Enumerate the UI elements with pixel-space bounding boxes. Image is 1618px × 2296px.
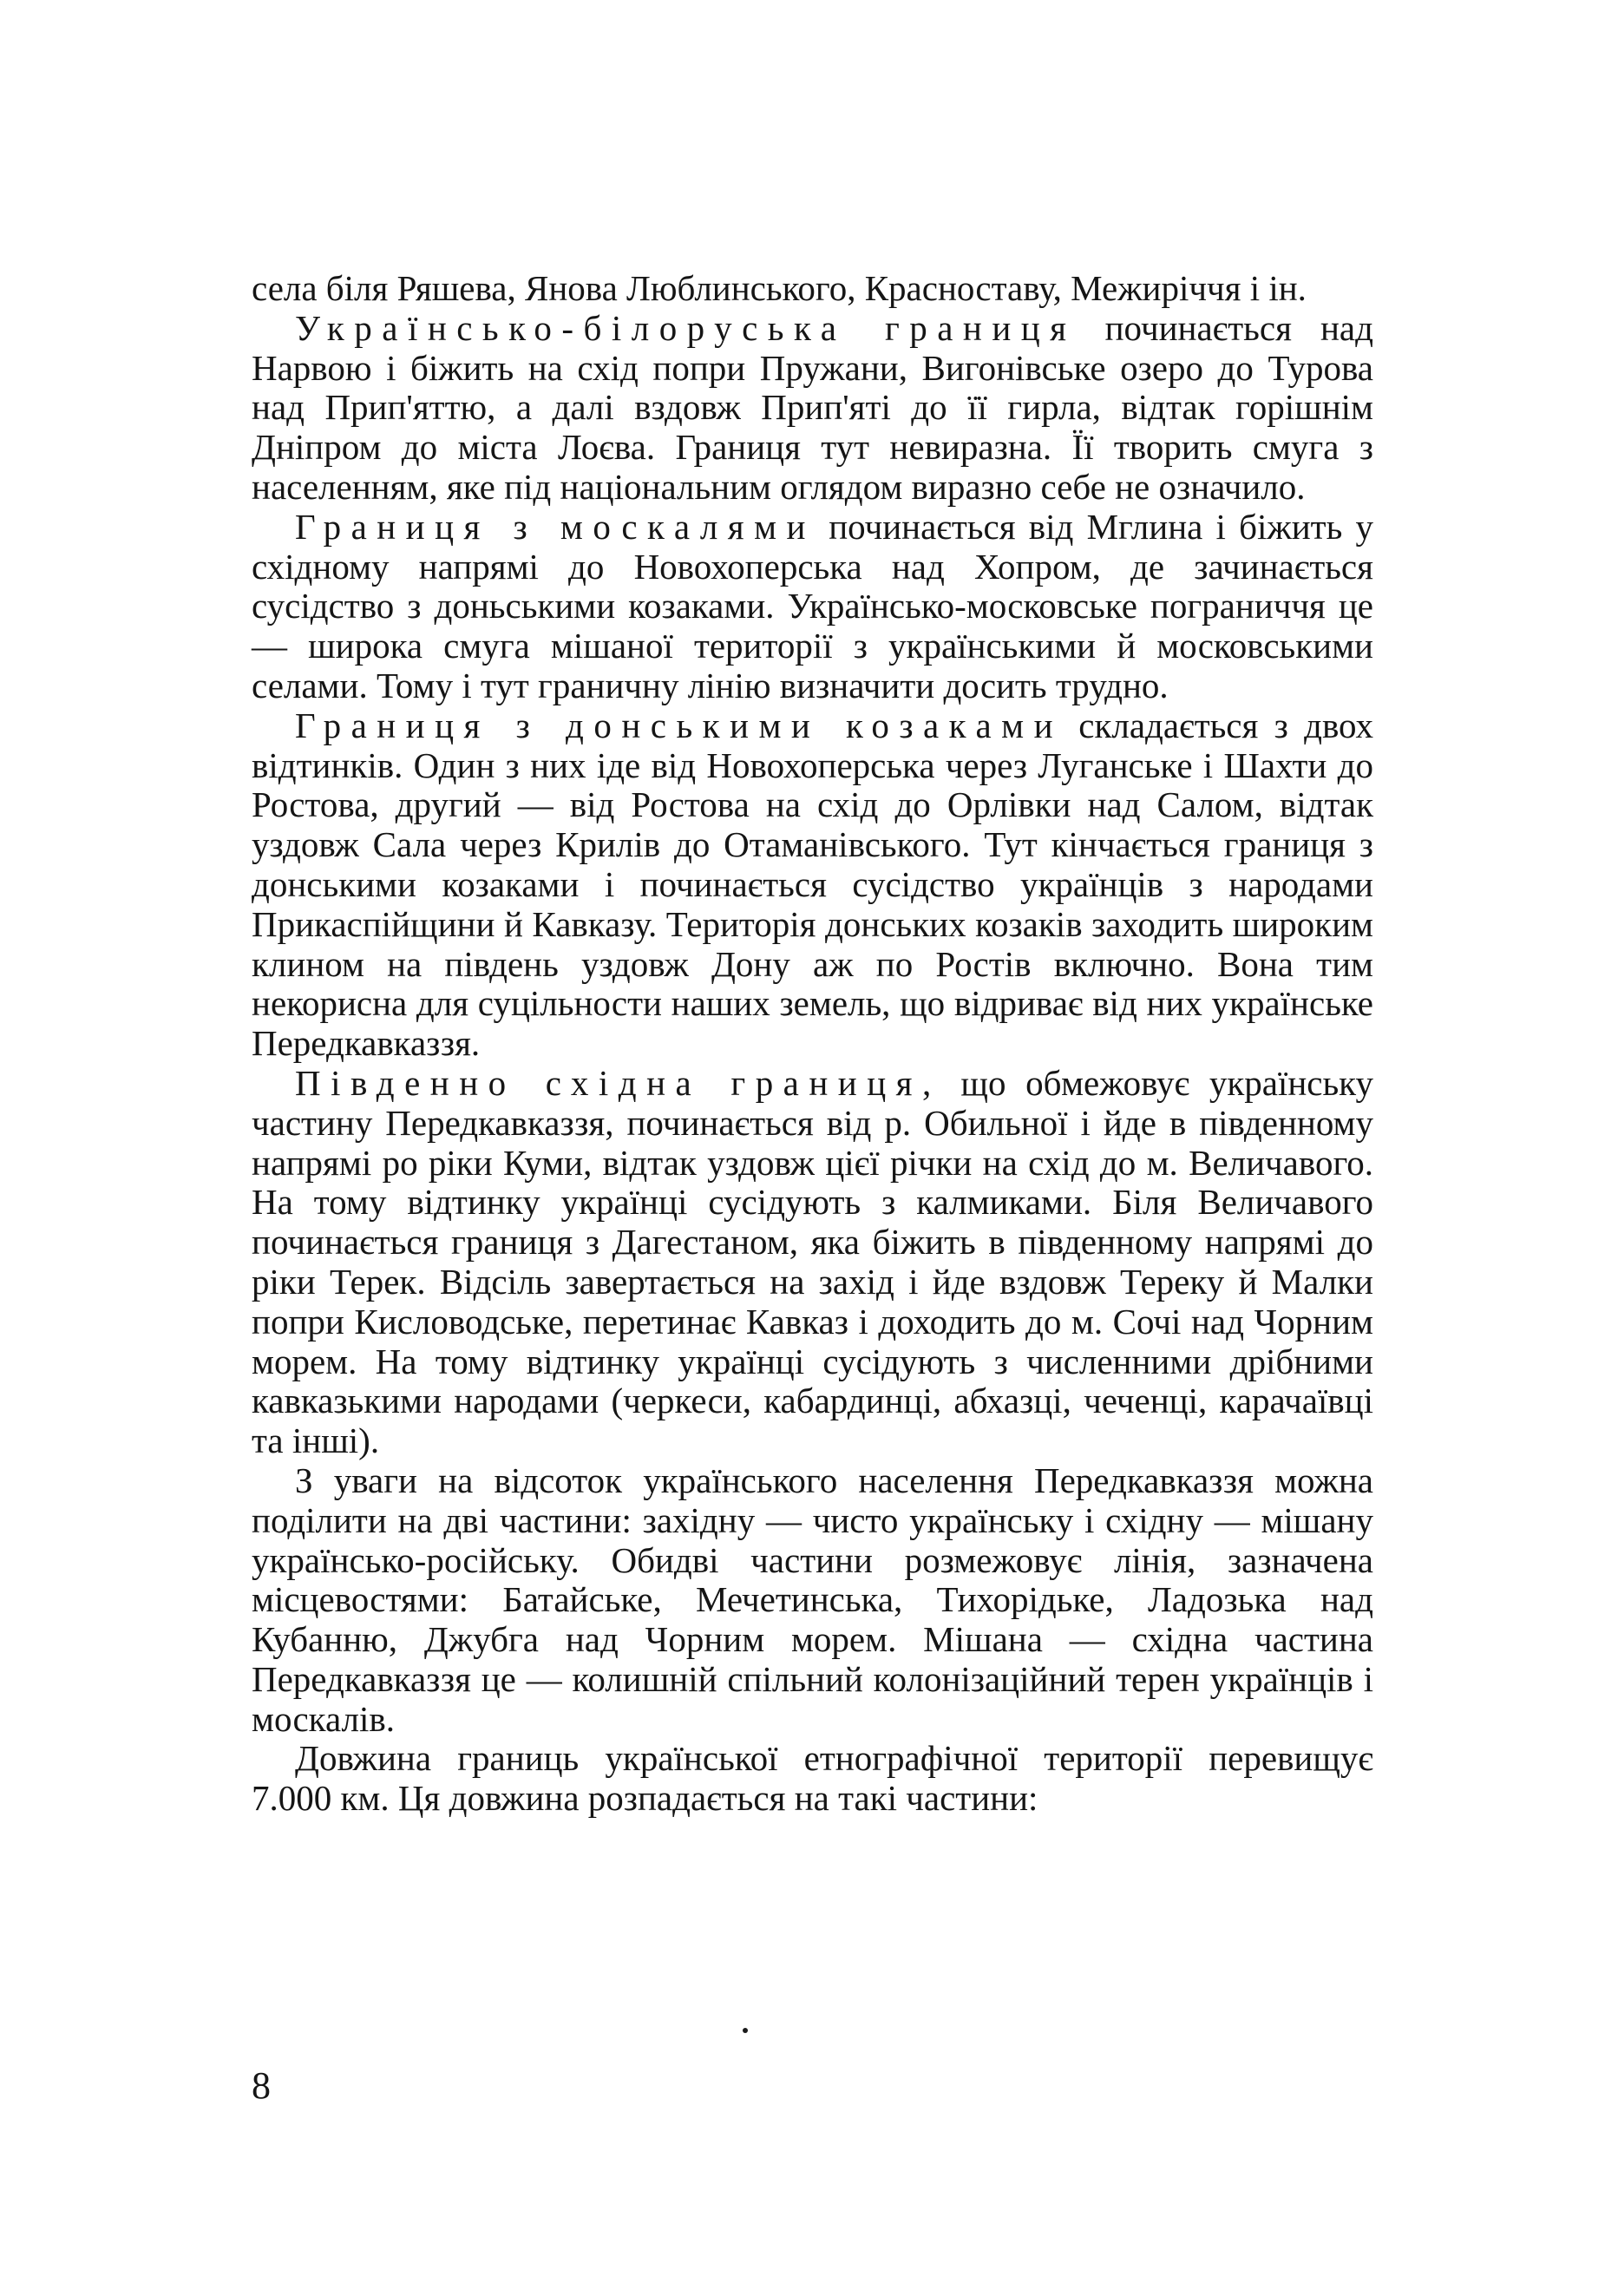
paragraph-5-text: що обмежовує українську частину Передкавказзя, починається від р. Обильної і йде в південному напрямі ро ріки Куми, відтак уздовж цієї річки на схід до м. Величавого. На тому відтинку українці сусідують з калмиками. Біля Величавого починається границя з Дагестаном, яка біжить в південному напрямі до ріки Терек. Відсіль завертається на захід і йде вздовж Тереку й Малки попри Кисловодське, перетинає Кавказ і доходить до м. Сочі над Чорним морем. На тому відтинку українці сусідують з численними дрібними кавказькими народами (черкеси, кабардинці, абхазці, чеченці, карачаївці та інші). bbox=[252, 1062, 1373, 1461]
paragraph-1-text: села біля Ряшева, Янова Люблинського, Красноставу, Межиріччя і ін. bbox=[252, 268, 1307, 308]
paragraph-2-heading: Українсько-білоруська границя bbox=[295, 307, 1077, 348]
page-number: 8 bbox=[252, 2064, 271, 2107]
paragraph-3-text: починається від Мглина і біжить у східному напрямі до Новохоперська над Хопром, де зачинається сусідство з доньськими козаками. Українсько-московське пограниччя це — широка смуга мішаної території з українськими й московськими селами. Тому і тут граничну лінію визначити досить трудно. bbox=[252, 506, 1374, 705]
paragraph-5 bbox=[252, 1064, 1373, 1461]
paragraph-7-text: Довжина границь української етнографічної території перевищує 7.000 км. Ця довжина розпадається на такі частини: bbox=[252, 1738, 1373, 1819]
paragraph-4-text: складається з двох відтинків. Один з них іде від Новохоперська через Луганське і Шахти до Ростова, другий — від Ростова на схід до Орлівки над Салом, відтак уздовж Сала через Крилів до Отаманівського. Тут кінчається границя з донськими козаками і починається сусідство українців з народами Прикаспійщини й Кавказу. Територія донських козаків заходить широким клином на південь уздовж Дону аж по Ростів включно. Вона тим некорисна для суцільности наших земель, що відриває від них українське Передкавказзя. bbox=[252, 705, 1374, 1064]
paragraph-7 bbox=[252, 1739, 1373, 1819]
paragraph-3 bbox=[252, 508, 1373, 706]
paragraph-1 bbox=[252, 269, 1373, 309]
paragraph-6-text: З уваги на відсоток українського населення Передкавказзя можна поділити на дві частини: західну — чисто українську і східну — мішану українсько-російську. Обидві частини розмежовує лінія, зазначена місцевостями: Батайське, Мечетинська, Тихорідьке, Ладозька над Кубанню, Джубга над Чорним морем. Мішана — східна частина Передкавказзя це — колишній спільний колонізаційний терен українців і москалів. bbox=[252, 1460, 1373, 1739]
page-body bbox=[252, 269, 1373, 1819]
paragraph-6 bbox=[252, 1461, 1373, 1740]
print-dot bbox=[743, 2028, 748, 2033]
paragraph-3-heading: Границя з москалями bbox=[295, 506, 816, 547]
paragraph-4-heading: Границя з донськими козаками bbox=[295, 705, 1063, 745]
paragraph-2-text: починається над Нарвою і біжить на схід попри Пружани, Вигонівське озеро до Турова над Прип'яттю, а далі вздовж Прип'яті до її гирла, відтак горішнім Дніпром до міста Лоєва. Границя тут невиразна. Її творить смуга з населенням, яке під національним оглядом виразно себе не означило. bbox=[252, 307, 1373, 507]
paragraph-2 bbox=[252, 309, 1373, 508]
paragraph-4 bbox=[252, 706, 1373, 1064]
paragraph-5-heading: Південно східна границя, bbox=[295, 1062, 941, 1103]
